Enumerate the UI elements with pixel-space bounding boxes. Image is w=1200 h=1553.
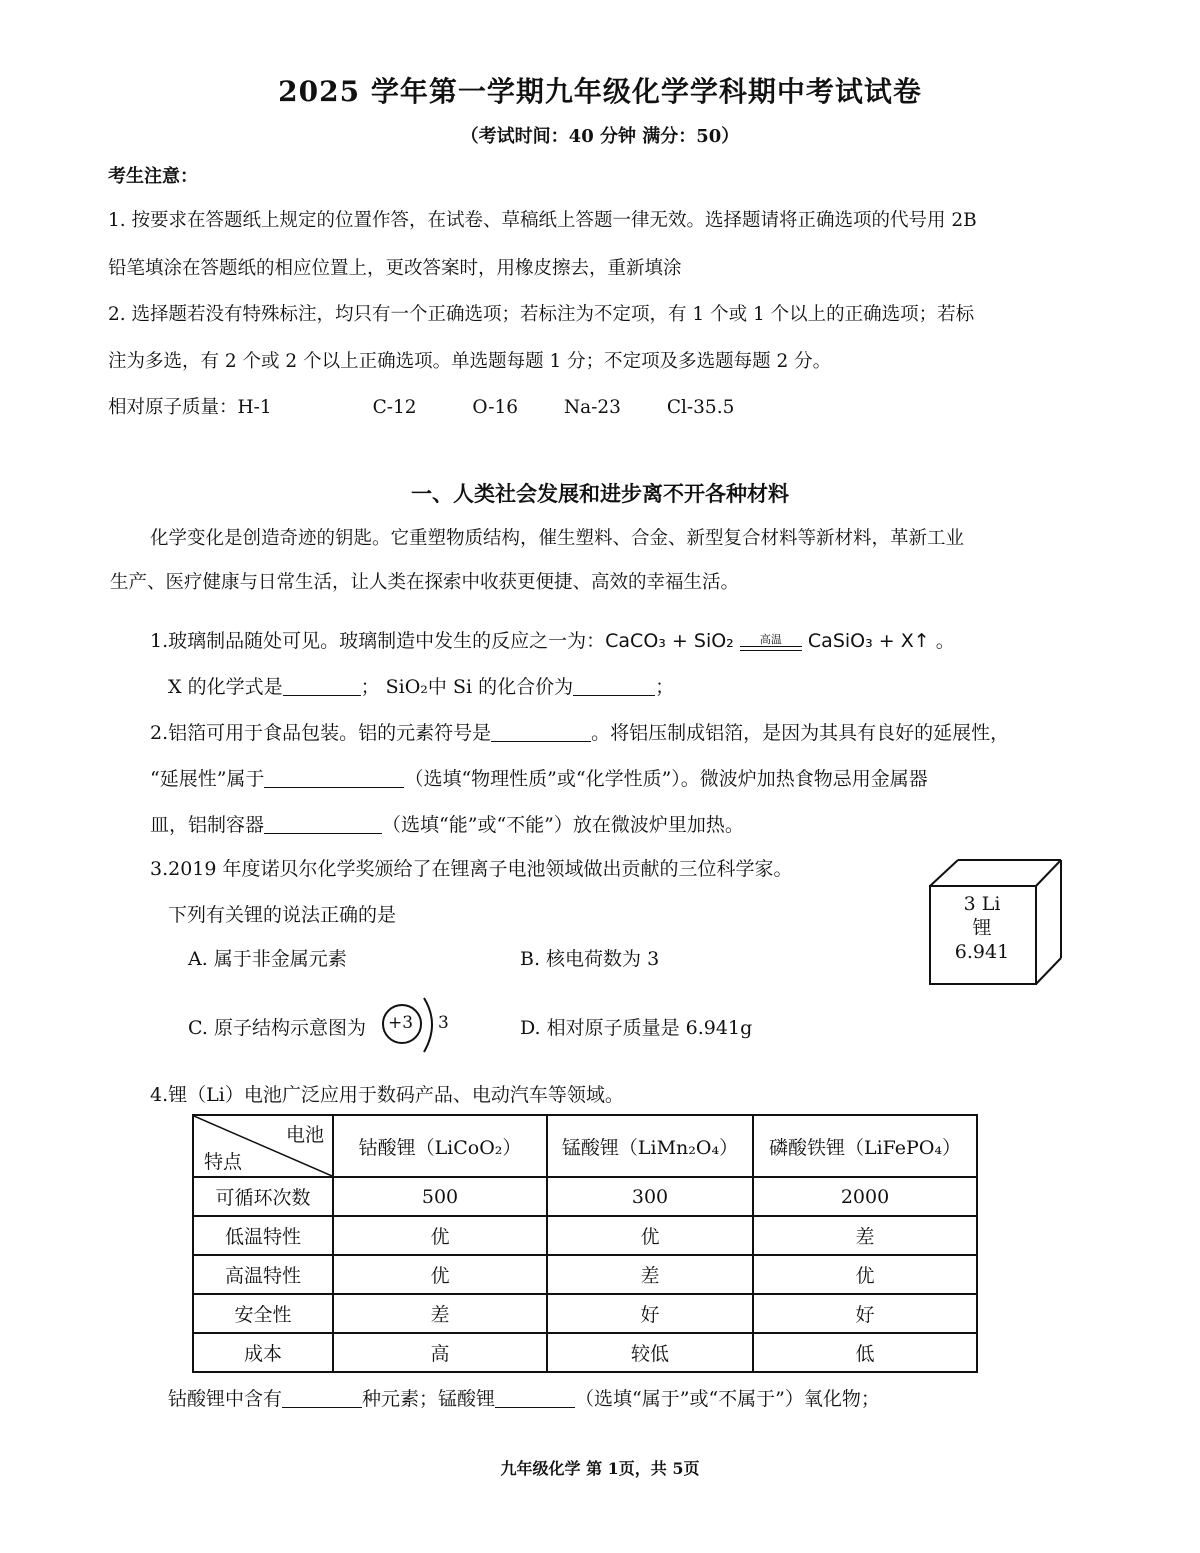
q3-stem: 3.2019 年度诺贝尔化学奖颁给了在锂离子电池领域做出贡献的三位科学家。 (150, 858, 793, 880)
table-cell: 较低 (547, 1333, 753, 1372)
row-label: 成本 (193, 1333, 333, 1372)
question-2-line-3 (150, 810, 744, 837)
q3-option-d[interactable]: D. 相对原子质量是 6.941g (520, 1017, 753, 1039)
table-cell: 差 (333, 1294, 547, 1333)
q1-stem: 1.玻璃制品随处可见。玻璃制造中发生的反应之一为： (150, 630, 606, 652)
notice-line-4: 注为多选，有 2 个或 2 个以上正确选项。单选题每题 1 分；不定项及多选题每题 2 分。 (108, 351, 832, 372)
table-cell: 好 (753, 1294, 977, 1333)
table-cell: 优 (333, 1255, 547, 1294)
table-row (193, 1216, 977, 1255)
table-cell: 好 (547, 1294, 753, 1333)
q4-fill-b: 种元素；锰酸锂 (362, 1388, 496, 1410)
page-footer: 九年级化学 第 1页，共 5页 (500, 1459, 700, 1478)
question-1-subparts (168, 672, 674, 699)
table-corner-cell (193, 1115, 333, 1177)
table-row (193, 1294, 977, 1333)
mass-cl: Cl-35.5 (666, 397, 735, 418)
table-header-row (193, 1115, 977, 1177)
q4-fill-c: （选填“属于”或“不属于”）氧化物； (575, 1388, 880, 1410)
exam-subtitle: （考试时间：40 分钟 满分：50） (460, 126, 740, 147)
q3-option-a[interactable]: A. 属于非金属元素 (188, 948, 347, 970)
column-header: 钴酸锂（LiCoO₂） (333, 1115, 547, 1177)
table-cell: 2000 (753, 1177, 977, 1216)
q2-text-3b: （选填“能”或“不能”）放在微波炉里加热。 (382, 814, 744, 836)
notice-line-2: 铅笔填涂在答题纸的相应位置上，更改答案时，用橡皮擦去，重新填涂 (108, 258, 682, 279)
q1-eq-left: CaCO₃ + SiO₂ (605, 630, 734, 652)
corner-top-label: 电池 (285, 1124, 324, 1146)
section-intro-1: 化学变化是创造奇迹的钥匙。它重塑物质结构，催生塑料、合金、新型复合材料等新材料，革新工业 (150, 528, 965, 549)
column-header: 锰酸锂（LiMn₂O₄） (547, 1115, 753, 1177)
q3-option-c-text: C. 原子结构示意图为 (188, 1017, 366, 1039)
table-row (193, 1255, 977, 1294)
element-name: 锂 (972, 917, 992, 939)
battery-comparison-table (192, 1114, 978, 1373)
table-cell: 500 (333, 1177, 547, 1216)
section-intro-2: 生产、医疗健康与日常生活，让人类在探索中收获更便捷、高效的幸福生活。 (110, 572, 740, 593)
table-cell: 差 (753, 1216, 977, 1255)
q2-text-1b: 。将铝压制成铝箔，是因为其具有良好的延展性， (591, 722, 1010, 744)
q2-blank-can[interactable] (264, 814, 382, 834)
q1-sub-b: ； SiO₂中 Si 的化合价为 (360, 676, 574, 698)
table-cell: 高 (333, 1333, 547, 1372)
atom-electron-count: 3 (438, 1013, 449, 1033)
table-cell: 低 (753, 1333, 977, 1372)
row-label: 可循环次数 (193, 1177, 333, 1216)
q1-eq-right: CaSiO₃ + X↑ 。 (807, 630, 955, 652)
table-cell: 300 (547, 1177, 753, 1216)
atomic-masses-label: 相对原子质量： (108, 397, 238, 418)
element-mass: 6.941 (954, 941, 1010, 963)
q4-fill-a: 钴酸锂中含有 (168, 1388, 283, 1410)
q3-option-c[interactable] (188, 1013, 366, 1040)
row-label: 低温特性 (193, 1216, 333, 1255)
q3-prompt: 下列有关锂的说法正确的是 (168, 904, 397, 926)
question-2-line-1 (150, 718, 1009, 745)
q1-blank-formula[interactable] (283, 676, 361, 696)
atom-structure-diagram (380, 996, 460, 1058)
q3-option-b[interactable]: B. 核电荷数为 3 (520, 948, 660, 970)
q1-sub-end: ； (655, 676, 675, 698)
table-cell: 优 (547, 1216, 753, 1255)
atom-nucleus-charge: +3 (388, 1013, 414, 1033)
q2-text-2a: “延展性”属于 (150, 768, 265, 790)
q4-fill-line (168, 1384, 880, 1411)
table-row (193, 1177, 977, 1216)
question-1 (150, 626, 955, 653)
exam-title: 2025 学年第一学期九年级化学学科期中考试试卷 (278, 75, 922, 108)
mass-h: H-1 (237, 397, 272, 418)
q2-text-1a: 2.铝箔可用于食品包装。铝的元素符号是 (150, 722, 492, 744)
q2-blank-property[interactable] (264, 768, 404, 788)
notice-heading: 考生注意： (108, 166, 198, 187)
row-label: 安全性 (193, 1294, 333, 1333)
mass-na: Na-23 (563, 397, 621, 418)
table-cell: 优 (333, 1216, 547, 1255)
reaction-arrow (740, 634, 802, 651)
element-number-symbol: 3 Li (963, 893, 1001, 915)
q2-blank-symbol[interactable] (491, 722, 591, 742)
q4-blank-element-count[interactable] (282, 1388, 362, 1408)
q2-text-3a: 皿，铝制容器 (150, 814, 265, 836)
row-label: 高温特性 (193, 1255, 333, 1294)
section-title: 一、人类社会发展和进步离不开各种材料 (411, 481, 789, 506)
q4-stem: 4.锂（Li）电池广泛应用于数码产品、电动汽车等领域。 (150, 1084, 624, 1106)
table-row (193, 1333, 977, 1372)
mass-c: C-12 (372, 397, 417, 418)
table-cell: 差 (547, 1255, 753, 1294)
reaction-condition: 高温 (759, 632, 782, 646)
mass-o: O-16 (472, 397, 519, 418)
column-header: 磷酸铁锂（LiFePO₄） (753, 1115, 977, 1177)
corner-bottom-label: 特点 (204, 1151, 243, 1173)
atomic-masses (108, 393, 734, 419)
q1-blank-valence[interactable] (573, 676, 655, 696)
table-cell: 优 (753, 1255, 977, 1294)
notice-line-3: 2. 选择题若没有特殊标注，均只有一个正确选项；若标注为不定项，有 1 个或 1 个以上的正确选项；若标 (108, 304, 975, 325)
q2-text-2b: （选填“物理性质”或“化学性质”）。微波炉加热食物忌用金属器 (404, 768, 928, 790)
question-2-line-2 (150, 764, 928, 791)
q1-sub-a: X 的化学式是 (168, 676, 283, 698)
q4-blank-oxide[interactable] (495, 1388, 575, 1408)
lithium-element-card (928, 858, 1063, 986)
notice-line-1: 1. 按要求在答题纸上规定的位置作答，在试卷、草稿纸上答题一律无效。选择题请将正确选项的代号用 2B (108, 210, 977, 231)
